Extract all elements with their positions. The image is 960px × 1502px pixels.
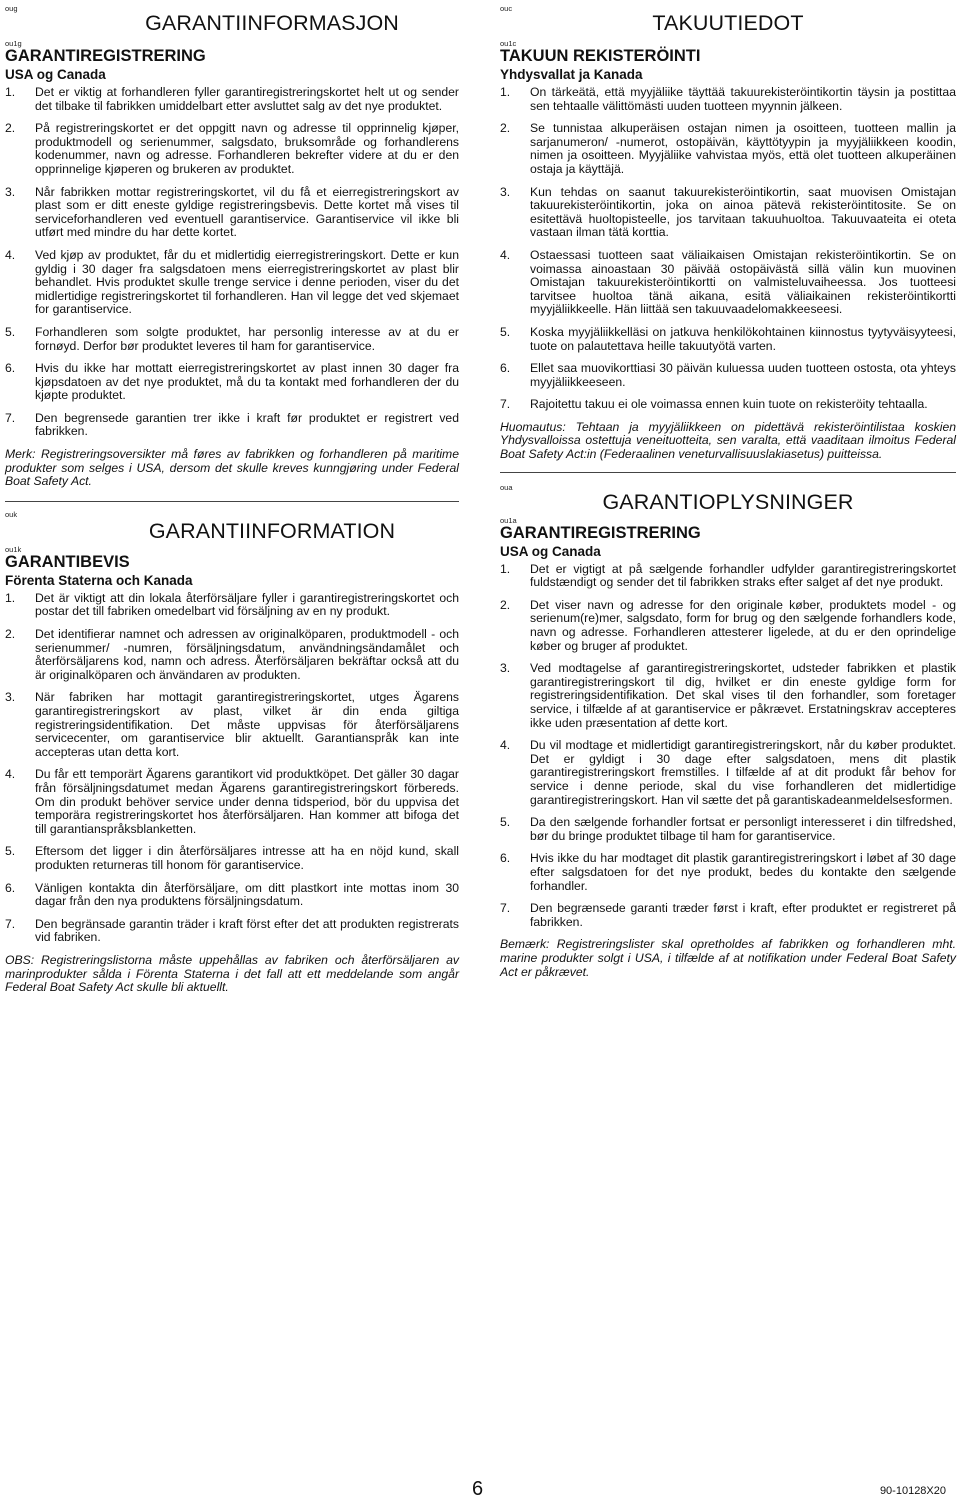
section-code: ouc: [500, 4, 513, 13]
section-region: USA og Canada: [5, 67, 106, 82]
section-note: OBS: Registreringslistorna måste uppehållas av fabriken och återförsäljaren av marinprodukter sålda i Förenta Staterna i det fall att ett meddelande som angår Federal Boat Safety Act skulle bli aktuellt.: [5, 952, 459, 995]
item-number: 4.: [5, 767, 16, 782]
item-number: 6.: [5, 361, 16, 376]
list-item: [5, 628, 459, 682]
item-text: Eftersom det ligger i din återförsäljares intresse att ha en nöjd kund, skall produkten returneras till honom för garantiservice.: [35, 844, 459, 872]
item-text: Ostaessasi tuotteen saat väliaikaisen Omistajan rekisteröintikortin. Se on voimassa ainoastaan 30 päivää ostopäivästä sillä välin kun muovinen Omistajan takuurekisteröintikortti on valmisteluvaiheessa. Jos tuotteesi tarvitsee huoltoa tänä aikana, esitä väliaikainen rekisteröintikortti myyjäliikkeelle. Hän liittää sen takuuvaadelomakkeeseesi.: [530, 247, 956, 317]
list-item: [500, 186, 956, 240]
item-number: 3.: [500, 661, 511, 676]
item-number: 4.: [500, 247, 511, 262]
list-item: [500, 362, 956, 389]
document-number: 90-10128X20: [879, 1485, 946, 1497]
list-item: [500, 739, 956, 807]
item-text: Rajoitettu takuu ei ole voimassa ennen kuin tuote on rekisteröity tehtaalla.: [530, 397, 928, 412]
list-item: [500, 852, 956, 893]
item-number: 2.: [5, 627, 16, 642]
left-column: [5, 0, 459, 1007]
item-text: Kun tehdas on saanut takuurekisteröintikortin, saat muovisen Omistajan takuurekisteröintikortin, joka on ainoa pätevä rekisteröintitosite. Se on esitettävä huoltopisteelle, jos tarvitaan takuuhuoltoa. Takuuvaateita ei oteta vastaan ilman tätä korttia.: [530, 184, 956, 240]
item-text: Den begränsade garantin träder i kraft först efter det att produkten registrerats vid fabriken.: [35, 916, 459, 945]
section-subcode: ou1c: [500, 39, 517, 48]
list-item: [5, 768, 459, 836]
item-text: Vänligen kontakta din återförsäljare, om ditt plastkort inte mottas inom 30 dagar från den nya produktens försäljningsdatum.: [35, 880, 459, 909]
item-number: 7.: [500, 397, 511, 412]
item-text: Det er viktig at forhandleren fyller garantiregistreringskortet helt ut og sender det tilbake til fabrikken umiddelbart etter avsluttet salg av det nye produktet.: [35, 85, 459, 113]
section-subtitle: GARANTIBEVIS: [5, 552, 130, 571]
list-item: [5, 412, 459, 439]
right-column: [500, 0, 956, 991]
section-note: Bemærk: Registreringslister skal opretholdes af fabrikken og forhandleren mht. marine produkter solgt i USA, i tilfælde af at notifikation under Federal Boat Safety Act er påkrævet.: [500, 937, 956, 979]
section-subtitle: TAKUUN REKISTERÖINTI: [500, 47, 701, 65]
list-item: [5, 592, 459, 619]
item-number: 2.: [500, 121, 511, 136]
list-item: [500, 398, 956, 412]
section-note: Huomautus: Tehtaan ja myyjäliikkeen on pidettävä rekisteröintilistaa koskien Yhdysvalloissa ostettuja veneituotteita, sen varalta, että vaaditaan ilmoitus Federal Boat Safety Act:in (Federaalinen veneturvallisuuslakiasetus) puitteissa.: [500, 419, 956, 462]
list-item: [5, 845, 459, 872]
item-number: 5.: [5, 324, 16, 339]
list-item: [500, 599, 956, 653]
section-region: Yhdysvallat ja Kanada: [500, 67, 643, 82]
item-text: Den begrensede garantien trer ikke i kraft før produktet er registrert ved fabrikken.: [35, 410, 459, 439]
item-text: Koska myyjäliikkelläsi on jatkuva henkilökohtainen kiinnostus tyytyväisyyteesi, tuote on palautettava heille takuutyötä varten.: [530, 324, 956, 353]
item-list: [5, 86, 459, 439]
list-item: [5, 918, 459, 945]
list-item: [5, 86, 459, 113]
item-list: [5, 592, 459, 945]
section-finnish: [500, 0, 956, 473]
item-number: 1.: [500, 561, 511, 576]
item-text: Du vil modtage et midlertidigt garantiregistreringskort, når du køber produktet. Det er gyldigt i 30 dage efter salgsdatoen, mens dit plastik garantiregistreringskort fremstilles. I tilfælde af at dit produkt får behov for service i denne periode, skal du vise forhandleren det midlertidige garantiregistreringskort. Han vil sætte det på garantiskadeanmeldelsesformen.: [530, 738, 956, 807]
item-number: 5.: [5, 844, 16, 859]
list-item: [5, 122, 459, 176]
item-number: 7.: [500, 901, 511, 916]
list-item: [500, 326, 956, 353]
item-text: On tärkeätä, että myyjäliike täyttää takuurekisteröintikortin täysin ja postittaa sen tehtaalle välittömästi uuden tuotteen myynnin jälkeen.: [530, 85, 956, 113]
item-text: På registreringskortet er det oppgitt navn og adresse til opprinnelig kjøper, produktmodell og serienummer, salgsdato, bruksområde og forhandlerens kodenummer, navn og adresse. Forhandleren bekrefter videre at du er den opprinnelige kjøperen og brukeren av produktet.: [35, 121, 459, 176]
list-item: [5, 249, 459, 317]
section-code: oua: [500, 482, 513, 492]
item-number: 6.: [500, 361, 511, 376]
list-item: [500, 563, 956, 590]
item-text: Forhandleren som solgte produktet, har personlig interesse av at du er fornøyd. Derfor bør produktet leveres til ham for garantiservice.: [35, 324, 459, 353]
section-danish: [500, 473, 956, 979]
list-item: [5, 326, 459, 353]
section-title: GARANTIINFORMASJON: [145, 11, 399, 35]
item-text: Den begrænsede garanti træder først i kraft, efter produktet er registreret på fabrikken.: [530, 901, 956, 929]
list-item: [5, 186, 459, 240]
item-text: Hvis ikke du har modtaget dit plastik garantiregistreringskort i løbet af 30 dage efter salgsdatoen for det nye produkt, bedes du kontakte den sælgende forhandler.: [530, 851, 956, 893]
section-code: ouk: [5, 509, 18, 519]
section-note: Merk: Registreringsoversikter må føres av fabrikken og forhandleren på maritime produkter som selges i USA, dersom det skulle kreves kunngjøring under Federal Boat Safety Act.: [5, 447, 459, 489]
section-code: oug: [5, 4, 18, 13]
item-number: 4.: [500, 738, 511, 753]
item-number: 1.: [5, 590, 16, 605]
item-number: 1.: [5, 85, 16, 99]
item-list: [500, 563, 956, 930]
section-swedish: [5, 502, 459, 995]
item-text: Du får ett temporärt Ägarens garantikort vid produktköpet. Det gäller 30 dagar från försäljningsdatumet medan Ägarens garantiregistreringskort förbereds. Om din produkt behöver service under denna tidsperiod, bör du uppvisa det temporära registreringskortet hos återförsäljaren. Han kommer att bifoga det till garantianspråksblanketten.: [35, 767, 459, 836]
item-number: 6.: [500, 851, 511, 866]
item-number: 6.: [5, 880, 16, 895]
section-norwegian: [5, 0, 459, 502]
item-number: 3.: [5, 184, 16, 199]
item-number: 7.: [5, 410, 16, 425]
list-item: [500, 249, 956, 317]
item-number: 2.: [500, 597, 511, 612]
item-number: 3.: [5, 690, 16, 705]
section-region: USA og Canada: [500, 543, 601, 559]
item-text: Ved modtagelse af garantiregistreringskortet, udsteder fabrikken et plastik garantiregistreringskort til dig, hvilket er din eneste gyldige form for registreringsidentifikation. Det skal vises til den forhandler, som foretager service, i tilfælde af at garantiservice er påkrævet. Erstatningskrav accepteres ikke uden præsentation af dette kort.: [530, 661, 956, 730]
item-text: När fabriken har mottagit garantiregistreringskortet, utges Ägarens garantiregistreringskort av plast, vilket är din enda giltiga registreringsidentifikation. Det måste uppvisas för återförsäljarens servicecenter, om garantiservice blir aktuellt. Garantianspråk kan inte accepteras utan detta kort.: [35, 690, 459, 759]
list-item: [500, 816, 956, 843]
item-text: Det viser navn og adresse for den originale køber, produktets model - og serienum(re)mer, salgsdato, form for brug og den sælgende forhandlers kode, navn og adresse. Forhandleren attesterer ligelede, at du er den oprindelige køber og bruger af produktet.: [530, 597, 956, 653]
item-text: Se tunnistaa alkuperäisen ostajan nimen ja osoitteen, tuotteen mallin ja sarjanumeron/ -numerot, ostopäivän, käyttötyypin ja myyjäliikkeen koodin, nimen ja osoitteen. Myyjäliike vahvistaa myös, että olet tuotteen alkuperäinen ostaja ja käyttäjä.: [530, 121, 956, 176]
item-text: Det er vigtigt at på sælgende forhandler udfylder garantiregistreringskortet fuldstændigt og sender det til fabrikken straks efter salget af det nye produkt.: [530, 561, 956, 590]
list-item: [500, 902, 956, 929]
item-list: [500, 86, 956, 412]
section-region: Förenta Staterna och Kanada: [5, 572, 193, 588]
list-item: [5, 882, 459, 909]
list-item: [500, 86, 956, 113]
item-number: 5.: [500, 815, 511, 830]
item-number: 1.: [500, 85, 511, 99]
item-text: Ellet saa muovikorttiasi 30 päivän kuluessa uuden tuotteen ostosta, ota yhteys myyjäliikkeeseen.: [530, 361, 956, 389]
list-item: [500, 122, 956, 176]
section-title: GARANTIOPLYSNINGER: [602, 489, 854, 514]
item-number: 2.: [5, 121, 16, 136]
item-text: Det identifierar namnet och adressen av originalköparen, produktmodell - och serienummer/ -numren, försäljningsdatum, användningsändamålet och återförsäljarens kod, namn och adress. Återförsäljaren bekräftar också att du är originalköparen och änvändaren av produkten.: [35, 627, 459, 682]
list-item: [5, 691, 459, 759]
item-number: 7.: [5, 916, 16, 931]
section-subcode: ou1a: [500, 515, 517, 525]
item-number: 3.: [500, 184, 511, 199]
section-title: TAKUUTIEDOT: [652, 11, 804, 35]
list-item: [500, 662, 956, 730]
section-subcode: ou1g: [5, 39, 22, 48]
item-text: Det är viktigt att din lokala återförsäljare fyller i garantiregistreringskortet och postar det till fabriken omedelbart vid försäljning av en ny produkt.: [35, 590, 459, 619]
item-number: 4.: [5, 247, 16, 262]
section-subcode: ou1k: [5, 544, 22, 554]
item-text: Ved kjøp av produktet, får du et midlertidig eierregistreringskort. Dette er kun gyldig i 30 dager fra salgsdatoen mens eierregistreringskortet av plast blir behandlet. Hvis produktet skulle trenge service i denne perioden, viser du det midlertidige registreringskortet til forhandleren. Han vil legge det ved skjemaet for garantiservice.: [35, 247, 459, 317]
item-text: Når fabrikken mottar registreringskortet, vil du få et eierregistreringskort av plast som er ditt eneste gyldige registreringsbevis. Dette kortet må vises til serviceforhandleren ved eventuell garantiservice. Garantiservice vil ikke bli utført med mindre du har dette kortet.: [35, 184, 459, 240]
section-subtitle: GARANTIREGISTRERING: [5, 47, 206, 65]
item-text: Hvis du ikke har mottatt eierregistreringskortet av plast innen 30 dager fra kjøpsdatoen av det nye produktet, må du ta kontakt med forhandleren der du kjøpte produktet.: [35, 361, 459, 403]
list-item: [5, 362, 459, 403]
page-number: 6: [472, 1478, 484, 1500]
item-text: Da den sælgende forhandler fortsat er personligt interesseret i din tilfredshed, bør du bringe produktet tilbage til ham for garantiservice.: [530, 815, 956, 843]
item-number: 5.: [500, 324, 511, 339]
section-title: GARANTIINFORMATION: [148, 518, 396, 543]
section-subtitle: GARANTIREGISTRERING: [500, 523, 701, 542]
